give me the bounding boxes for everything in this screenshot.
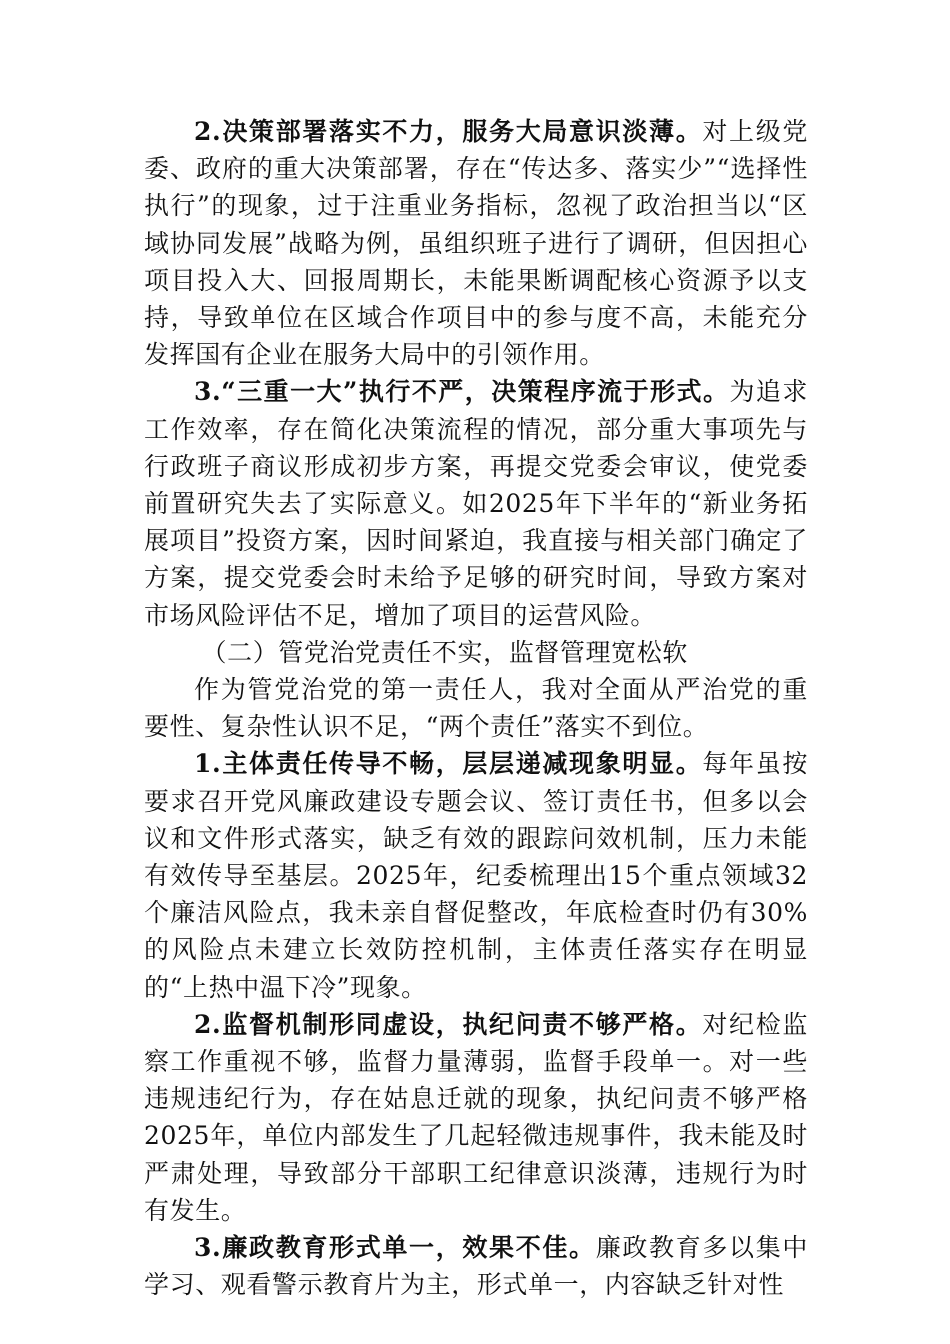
paragraph-body: 廉政教育多以集中学习、观看警示教育片为主，形式单一，内容缺乏针对性	[144, 1233, 808, 1300]
paragraph-heading: 3.廉政教育形式单一，效果不佳。	[194, 1233, 596, 1263]
paragraph-integrity-education	[144, 1229, 808, 1303]
paragraph-body: 为追求工作效率，存在简化决策流程的情况，部分重大事项先与行政班子商议形成初步方案，再提交党委会审议，使党委前置研究失去了实际意义。如2025年下半年的“新业务拓展项目”投资方案，因时间紧迫，我直接与相关部门确定了方案，提交党委会时未给予足够的研究时间，导致方案对市场风险评估不足，增加了项目的运营风险。	[144, 377, 808, 630]
section-intro: 作为管党治党的第一责任人，我对全面从严治党的重要性、复杂性认识不足，“两个责任”落实不到位。	[144, 675, 808, 742]
paragraph-heading: 2.决策部署落实不力，服务大局意识淡薄。	[194, 117, 703, 146]
paragraph-supervision-mechanism	[144, 1006, 808, 1229]
paragraph-body: 每年虽按要求召开党风廉政建设专题会议、签订责任书，但多以会议和文件形式落实，缺乏有效的跟踪问效机制，压力未能有效传导至基层。2025年，纪委梳理出15个重点领域32个廉洁风险点，我未亲自督促整改，年底检查时仍有30%的风险点未建立长效防控机制，主体责任落实存在明显的“上热中温下冷”现象。	[144, 749, 808, 1002]
paragraph-heading: 1.主体责任传导不畅，层层递减现象明显。	[194, 749, 703, 779]
document-page	[144, 113, 808, 1304]
paragraph-sanzhong-yida	[144, 373, 808, 633]
paragraph-decision-deployment	[144, 113, 808, 373]
paragraph-body: 对上级党委、政府的重大决策部署，存在“传达多、落实少”“选择性执行”的现象，过于注重业务指标，忽视了政治担当以“区域协同发展”战略为例，虽组织班子进行了调研，但因担心项目投入大、回报周期长，未能果断调配核心资源予以支持，导致单位在区域合作项目中的参与度不高，未能充分发挥国有企业在服务大局中的引领作用。	[144, 117, 808, 370]
paragraph-main-responsibility	[144, 745, 808, 1005]
paragraph-body: 对纪检监察工作重视不够，监督力量薄弱，监督手段单一。对一些违规违纪行为，存在姑息迁就的现象，执纪问责不够严格2025年，单位内部发生了几起轻微违规事件，我未能及时严肃处理，导致部分干部职工纪律意识淡薄，违规行为时有发生。	[144, 1009, 808, 1225]
section-title: （二）管党治党责任不实，监督管理宽松软	[201, 637, 688, 667]
paragraph-heading: 2.监督机制形同虚设，执纪问责不够严格。	[194, 1009, 703, 1039]
paragraph-heading: 3.“三重一大”执行不严，决策程序流于形式。	[194, 377, 730, 407]
